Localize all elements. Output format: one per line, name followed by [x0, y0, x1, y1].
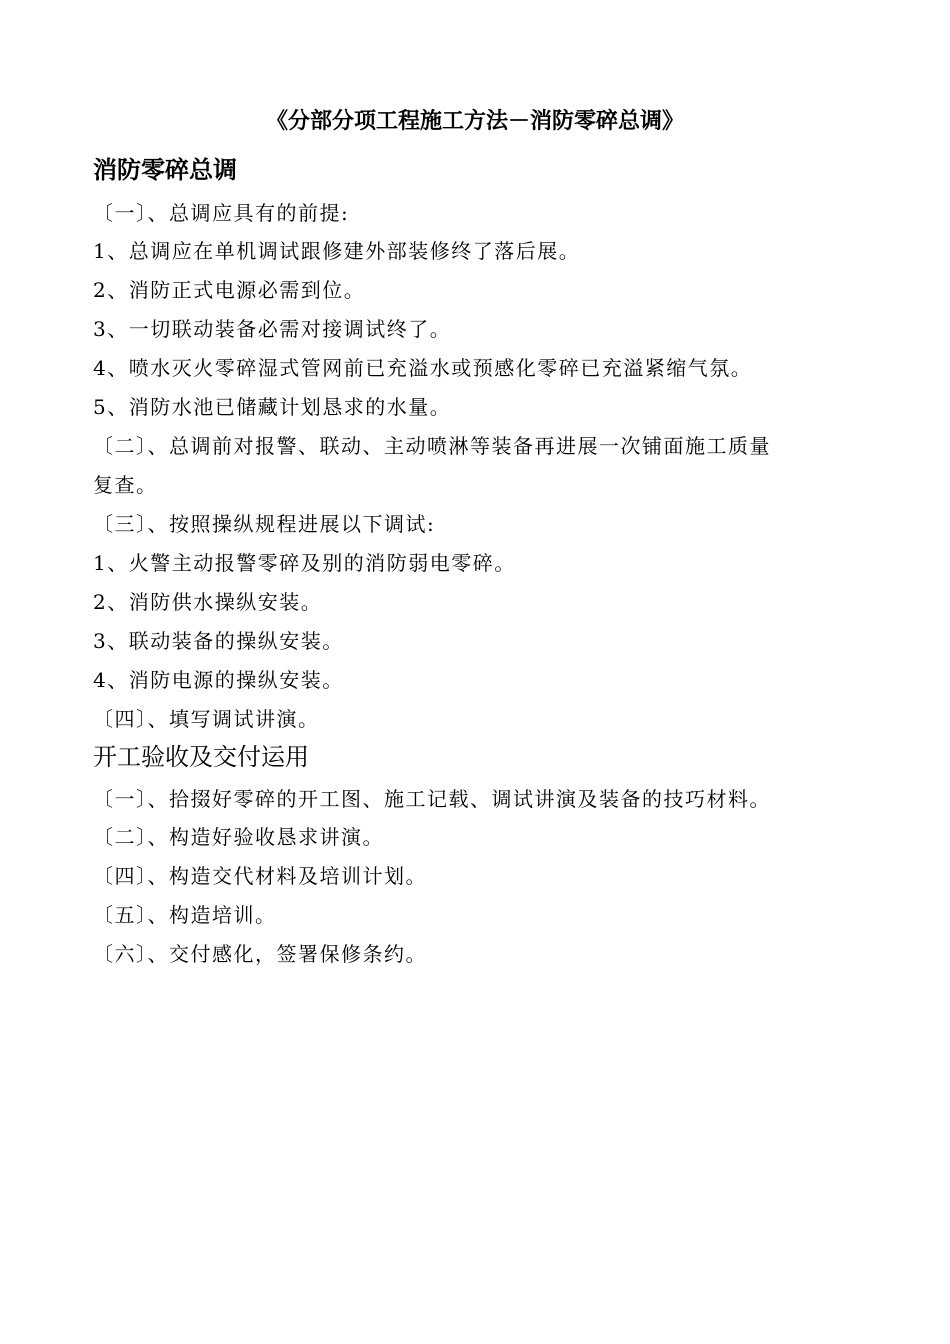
text-line: 〔三〕、按照操纵规程进展以下调试: — [93, 512, 436, 536]
text-line: 4、喷水灭火零碎湿式管网前已充溢水或预感化零碎已充溢紧缩气氛。 — [93, 356, 753, 380]
text-line: 〔四〕、构造交代材料及培训计划。 — [93, 864, 427, 888]
text-line: 4、消防电源的操纵安装。 — [93, 668, 344, 692]
text-line: 2、消防正式电源必需到位。 — [93, 278, 366, 302]
text-line: 〔五〕、构造培训。 — [93, 903, 277, 927]
text-line: 〔一〕、总调应具有的前提: — [93, 201, 350, 225]
text-line: 1、火警主动报警零碎及别的消防弱电零碎。 — [93, 551, 516, 575]
text-line: 〔二〕、构造好验收恳求讲演。 — [93, 825, 384, 849]
text-line: 3、联动装备的操纵安装。 — [93, 629, 344, 653]
section-heading-system-commissioning: 消防零碎总调 — [93, 155, 237, 184]
text-line: 2、消防供水操纵安装。 — [93, 590, 323, 614]
text-line: 〔六〕、交付感化，签署保修条约。 — [93, 942, 427, 966]
text-line: 复查。 — [93, 473, 158, 497]
text-line: 3、一切联动装备必需对接调试终了。 — [93, 317, 452, 341]
document-title: 《分部分项工程施工方法－消防零碎总调》 — [265, 108, 684, 134]
text-line: 〔四〕、填写调试讲演。 — [93, 707, 320, 731]
text-line: 〔二〕、总调前对报警、联动、主动喷淋等装备再进展一次铺面施工质量 — [93, 434, 771, 458]
text-line: 5、消防水池已储藏计划恳求的水量。 — [93, 395, 452, 419]
text-line: 〔一〕、拾掇好零碎的开工图、施工记载、调试讲演及装备的技巧材料。 — [93, 787, 771, 811]
text-line: 1、总调应在单机调试跟修建外部装修终了落后展。 — [93, 239, 581, 263]
section-heading-acceptance: 开工验收及交付运用 — [93, 743, 309, 771]
